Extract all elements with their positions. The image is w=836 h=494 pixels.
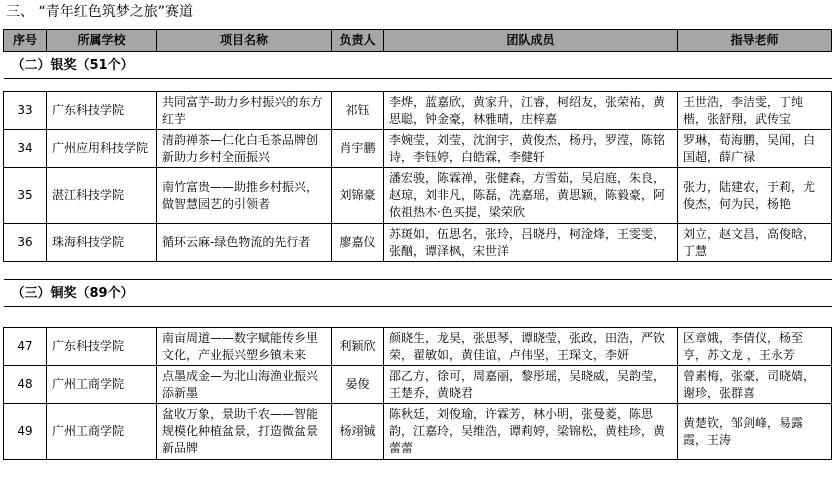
- bronze-heading-row: [4, 280, 832, 307]
- cell-advisor: 刘立，赵文昌，高俊晗，丁慧: [678, 224, 832, 262]
- cell-members: 李婉莹，刘莹，沈润宇，黄俊杰，杨丹，罗滢，陈铭诗，李钰婷，白皓霖，李健轩: [384, 130, 678, 168]
- header-leader: 负责人: [332, 30, 384, 52]
- cell-school: 广州工商学院: [47, 404, 157, 460]
- cell-members: 苏斑如，伍思名，张玲，吕晓丹，柯淦烽，王雯雯，张酗，谭泽枫，宋世洋: [384, 224, 678, 262]
- cell-seq: 35: [4, 168, 47, 224]
- table-row: [4, 130, 832, 168]
- cell-leader: 肖宇鹏: [332, 130, 384, 168]
- bronze-heading: （三）铜奖（89个）: [4, 280, 832, 307]
- cell-project: 南竹富贵——助推乡村振兴，做智慧园艺的引领者: [157, 168, 332, 224]
- cell-project: 循环云麻-绿色物流的先行者: [157, 224, 332, 262]
- cell-advisor: 张力，陆建农，于莉，尤俊杰，何为民，杨艳: [678, 168, 832, 224]
- cell-advisor: 罗琳，荀海鹏，吴闻，白国超，薛广禄: [678, 130, 832, 168]
- spacer-row: [4, 79, 832, 92]
- header-advisor: 指导老师: [678, 30, 832, 52]
- cell-seq: 47: [4, 328, 47, 366]
- cell-members: 颜晓生，龙昊，张思琴，谭晓莹，张政，田浩，严钦荣，翟敏如，黄佳谊，卢伟坚，王琛文，李妍: [384, 328, 678, 366]
- cell-members: 陈秋廷，刘俊瑜，许霖芳，林小明，张曼菱，陈思韵，江嘉玲，吴维浩，谭莉婷，梁锦松，黄桂珍，黄蕾蕾: [384, 404, 678, 460]
- cell-school: 湛江科技学院: [47, 168, 157, 224]
- table-row: [4, 168, 832, 224]
- header-row: [4, 30, 832, 52]
- cell-seq: 33: [4, 92, 47, 130]
- cell-leader: 祁钰: [332, 92, 384, 130]
- cell-project: 点墨成金—为北山海渔业振兴添新墨: [157, 366, 332, 404]
- spacer-row: [4, 307, 832, 328]
- cell-school: 广东科技学院: [47, 92, 157, 130]
- cell-leader: 利颖欣: [332, 328, 384, 366]
- cell-members: 邵乙方，徐可，周嘉丽，黎彤瑶，吴晓威，吴韵莹，王楚乔，黄晓君: [384, 366, 678, 404]
- awards-table: [3, 29, 832, 460]
- table-row: [4, 224, 832, 262]
- cell-advisor: 曾素梅，张豪，司晓婧，谢珍，张群喜: [678, 366, 832, 404]
- header-seq: 序号: [4, 30, 47, 52]
- table-row: [4, 366, 832, 404]
- silver-heading-row: [4, 52, 832, 79]
- table-row: [4, 328, 832, 366]
- cell-advisor: 王世浩，李洁雯，丁纯楷，张舒翔，武传宝: [678, 92, 832, 130]
- cell-project: 清韵禅茶—仁化白毛茶品牌创新助力乡村全面振兴: [157, 130, 332, 168]
- cell-advisor: 黄楚钦，邹剑峰，易露霞，王涛: [678, 404, 832, 460]
- cell-leader: 刘锦豪: [332, 168, 384, 224]
- gap-row: [4, 262, 832, 280]
- cell-school: 广州工商学院: [47, 366, 157, 404]
- cell-advisor: 区章娥，李倩仪，杨至亨，苏文龙 ，王永芳: [678, 328, 832, 366]
- cell-seq: 36: [4, 224, 47, 262]
- header-school: 所属学校: [47, 30, 157, 52]
- header-project: 项目名称: [157, 30, 332, 52]
- cell-members: 潘宏骏，陈霖禅，张健森，方雪茹，吴启庭，朱良，赵琼，刘非凡，陈磊，冼嘉瑶，黄思颖，陈毅豪，阿依祖热木·色买提，梁荣欣: [384, 168, 678, 224]
- cell-leader: 杨翊铖: [332, 404, 384, 460]
- cell-members: 李烨，蓝嘉欣，黄家升，江睿，柯绍友，张荣祐，黄思聪，钟金豪，林雅晴，庄梓嘉: [384, 92, 678, 130]
- silver-heading: （二）银奖（51个）: [11, 57, 134, 73]
- cell-seq: 34: [4, 130, 47, 168]
- cell-school: 广东科技学院: [47, 328, 157, 366]
- cell-school: 广州应用科技学院: [47, 130, 157, 168]
- cell-project: 南亩周道——数字赋能传乡里文化，产业振兴塑乡镇未来: [157, 328, 332, 366]
- cell-leader: 廖嘉仪: [332, 224, 384, 262]
- section-title: 三、 “青年红色筑梦之旅”赛道: [6, 4, 193, 20]
- table-row: [4, 92, 832, 130]
- header-members: 团队成员: [384, 30, 678, 52]
- cell-project: 共同富芋-助力乡村振兴的东方红芋: [157, 92, 332, 130]
- cell-seq: 49: [4, 404, 47, 460]
- cell-school: 珠海科技学院: [47, 224, 157, 262]
- cell-project: 盆收万象，景助千农——智能规模化种植盆景，打造微盆景新品牌: [157, 404, 332, 460]
- cell-seq: 48: [4, 366, 47, 404]
- cell-leader: 晏俊: [332, 366, 384, 404]
- table-row: [4, 404, 832, 460]
